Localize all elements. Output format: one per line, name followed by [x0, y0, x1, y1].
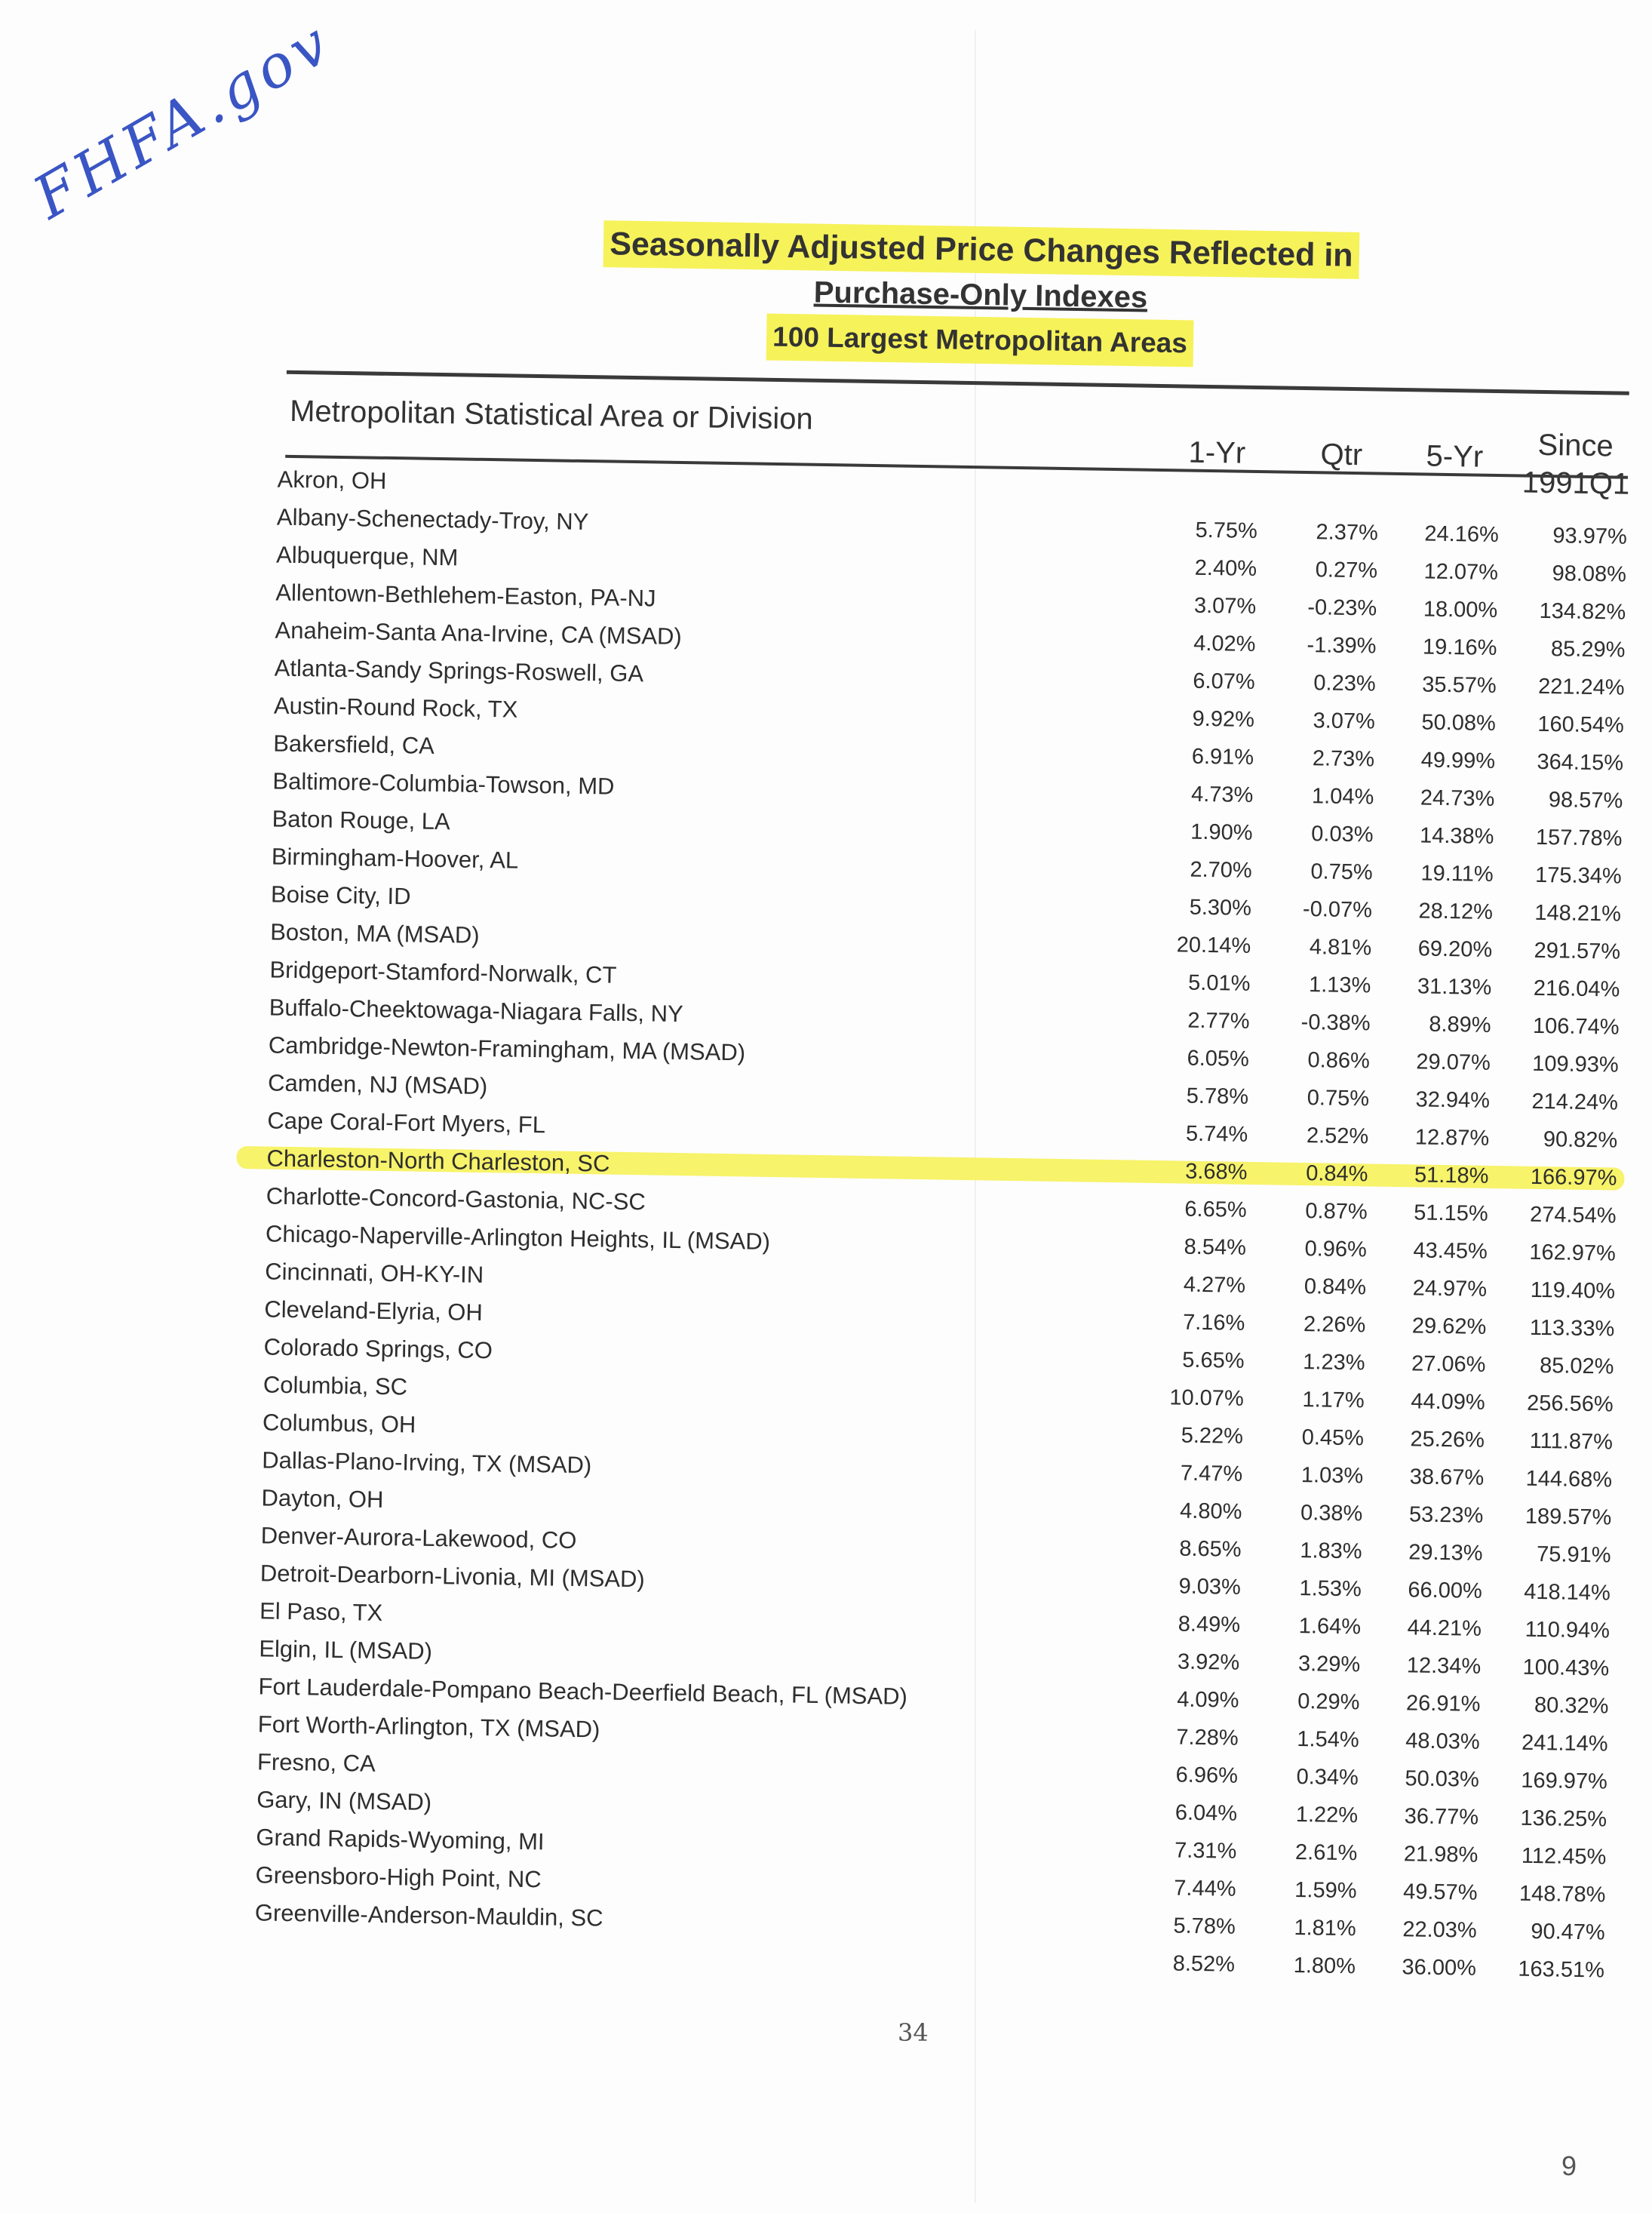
cell-since-1991q1: 85.29% [1550, 637, 1626, 662]
table-row-area-name: Cape Coral-Fort Myers, FL [267, 1107, 546, 1139]
table-row-area-name: Boston, MA (MSAD) [270, 918, 480, 948]
cell-qtr: 0.84% [1303, 1274, 1367, 1300]
cell-1yr: 9.92% [1192, 706, 1255, 732]
cell-qtr: 1.13% [1308, 973, 1371, 998]
cell-qtr: 3.29% [1297, 1652, 1361, 1677]
cell-since-1991q1: 274.54% [1529, 1202, 1617, 1228]
cell-1yr: 5.78% [1173, 1913, 1236, 1939]
cell-5yr: 49.99% [1420, 748, 1496, 774]
cell-1yr: 7.28% [1176, 1725, 1239, 1750]
cell-qtr: 3.07% [1313, 708, 1376, 734]
table-row-area-name: Bakersfield, CA [272, 730, 435, 759]
cell-5yr: 14.38% [1419, 823, 1494, 849]
cell-since-1991q1: 216.04% [1533, 976, 1620, 1002]
cell-since-1991q1: 241.14% [1521, 1730, 1608, 1757]
column-header-qtr: Qtr [1320, 438, 1363, 472]
cell-since-1991q1: 110.94% [1525, 1617, 1611, 1643]
table-row-area-name: Akron, OH [277, 466, 387, 494]
cell-qtr: 0.87% [1305, 1199, 1368, 1225]
table-row-area-name: Fort Lauderdale-Pompano Beach-Deerfield Beach, FL (MSAD) [258, 1673, 908, 1710]
table-row-area-name: Allentown-Bethlehem-Easton, PA-NJ [275, 579, 656, 612]
price-change-table [249, 370, 1630, 1983]
table-row-area-name: Charlotte-Concord-Gastonia, NC-SC [266, 1182, 646, 1216]
cell-1yr: 8.54% [1184, 1234, 1247, 1260]
cell-1yr: 5.74% [1185, 1121, 1248, 1147]
cell-5yr: 31.13% [1417, 974, 1492, 1000]
page-number: 34 [898, 2018, 929, 2047]
table-row-area-name: Cleveland-Elyria, OH [264, 1296, 484, 1326]
cell-5yr: 24.73% [1420, 785, 1495, 812]
cell-1yr: 20.14% [1176, 933, 1251, 958]
cell-1yr: 6.04% [1175, 1800, 1238, 1826]
cell-qtr: 0.45% [1301, 1425, 1365, 1451]
cell-5yr: 36.00% [1402, 1955, 1477, 1981]
cell-qtr: 1.17% [1302, 1388, 1365, 1413]
cell-qtr: 0.38% [1300, 1501, 1363, 1526]
table-row-area-name: Colorado Springs, CO [263, 1333, 493, 1364]
table-row-area-name: Fresno, CA [256, 1748, 376, 1777]
cell-5yr: 69.20% [1417, 936, 1493, 962]
cell-1yr: 7.16% [1182, 1310, 1245, 1335]
cell-since-1991q1: 106.74% [1532, 1013, 1620, 1040]
table-row-area-name: Dallas-Plano-Irving, TX (MSAD) [262, 1446, 592, 1479]
cell-1yr: 4.73% [1190, 782, 1254, 807]
cell-5yr: 21.98% [1403, 1842, 1479, 1867]
cell-1yr: 3.68% [1184, 1159, 1248, 1185]
cell-5yr: 35.57% [1422, 672, 1497, 699]
cell-since-1991q1: 166.97% [1530, 1164, 1617, 1191]
cell-qtr: 0.86% [1307, 1048, 1371, 1074]
cell-since-1991q1: 157.78% [1535, 825, 1623, 851]
cell-since-1991q1: 109.93% [1532, 1051, 1619, 1077]
table-row-area-name: Columbus, OH [262, 1409, 416, 1438]
cell-5yr: 50.03% [1405, 1766, 1480, 1792]
table-row-area-name: Fort Worth-Arlington, TX (MSAD) [257, 1710, 600, 1743]
cell-1yr: 8.52% [1172, 1951, 1236, 1977]
cell-since-1991q1: 136.25% [1520, 1806, 1607, 1832]
table-row-area-name: Albany-Schenectady-Troy, NY [276, 503, 589, 536]
cell-1yr: 8.49% [1178, 1612, 1241, 1637]
cell-qtr: 2.73% [1312, 746, 1375, 772]
cell-1yr: 2.77% [1187, 1008, 1250, 1034]
cell-5yr: 44.09% [1411, 1389, 1485, 1415]
cell-qtr: 1.54% [1297, 1727, 1359, 1753]
cell-qtr: -0.38% [1300, 1010, 1371, 1036]
title-line-2-text: Purchase-Only Indexes [813, 275, 1148, 315]
cell-qtr: 0.23% [1313, 671, 1376, 696]
cell-5yr: 53.23% [1408, 1502, 1484, 1528]
cell-qtr: 1.81% [1294, 1916, 1356, 1941]
cell-since-1991q1: 364.15% [1537, 749, 1624, 776]
table-row-area-name: Gary, IN (MSAD) [256, 1786, 432, 1816]
cell-1yr: 5.30% [1189, 895, 1252, 921]
cell-qtr: 0.34% [1296, 1765, 1359, 1790]
cell-5yr: 29.13% [1408, 1540, 1483, 1566]
cell-since-1991q1: 148.21% [1534, 900, 1622, 927]
cell-5yr: 8.89% [1429, 1012, 1491, 1037]
cell-since-1991q1: 112.45% [1521, 1843, 1607, 1870]
cell-5yr: 12.34% [1406, 1653, 1482, 1679]
cell-5yr: 44.21% [1407, 1615, 1482, 1641]
cell-1yr: 2.70% [1190, 857, 1252, 883]
cell-5yr: 50.08% [1421, 710, 1497, 736]
cell-qtr: -0.07% [1302, 897, 1373, 923]
table-top-rule [287, 370, 1629, 395]
table-row-area-name: Baltimore-Columbia-Towson, MD [272, 767, 615, 800]
cell-1yr: 9.03% [1178, 1574, 1242, 1600]
cell-since-1991q1: 98.08% [1552, 561, 1627, 587]
cell-5yr: 24.16% [1424, 521, 1500, 548]
cell-5yr: 19.16% [1422, 635, 1497, 661]
table-row-area-name: Birmingham-Hoover, AL [271, 843, 519, 874]
sheet-number: 9 [1561, 2150, 1577, 2181]
cell-5yr: 25.26% [1410, 1427, 1485, 1452]
cell-qtr: 2.52% [1306, 1123, 1369, 1149]
value-columns [1122, 511, 1628, 1990]
cell-5yr: 24.97% [1412, 1276, 1488, 1302]
cell-1yr: 1.90% [1190, 819, 1253, 845]
cell-1yr: 10.07% [1169, 1385, 1244, 1411]
cell-1yr: 8.65% [1179, 1536, 1242, 1562]
table-row-area-name: El Paso, TX [259, 1597, 383, 1626]
cell-since-1991q1: 175.34% [1534, 862, 1622, 889]
cell-since-1991q1: 418.14% [1524, 1579, 1611, 1606]
cell-since-1991q1: 256.56% [1526, 1391, 1614, 1417]
cell-5yr: 22.03% [1402, 1917, 1477, 1943]
cell-qtr: 0.29% [1297, 1689, 1360, 1715]
table-row-area-name: Columbia, SC [263, 1371, 408, 1400]
cell-1yr: 4.27% [1183, 1272, 1246, 1298]
table-row-area-name: Greensboro-High Point, NC [255, 1861, 542, 1893]
table-row-area-name: Greenville-Anderson-Mauldin, SC [254, 1899, 603, 1932]
cell-since-1991q1: 85.02% [1539, 1354, 1614, 1379]
cell-since-1991q1: 189.57% [1525, 1504, 1612, 1530]
cell-5yr: 12.87% [1414, 1125, 1490, 1151]
cell-1yr: 5.01% [1187, 970, 1251, 996]
table-row-area-name: Anaheim-Santa Ana-Irvine, CA (MSAD) [275, 616, 683, 650]
cell-since-1991q1: 163.51% [1518, 1956, 1605, 1983]
cell-1yr: 7.31% [1174, 1838, 1237, 1864]
cell-5yr: 48.03% [1405, 1729, 1480, 1754]
table-row-area-name: Camden, NJ (MSAD) [267, 1069, 488, 1100]
cell-1yr: 4.02% [1193, 631, 1256, 657]
cell-qtr: 1.53% [1299, 1576, 1362, 1602]
cell-qtr: 0.03% [1311, 822, 1374, 847]
title-line-3: 100 Largest Metropolitan Areas [766, 314, 1194, 367]
cell-qtr: 1.64% [1298, 1614, 1362, 1640]
cell-since-1991q1: 111.87% [1529, 1428, 1614, 1455]
cell-5yr: 36.77% [1404, 1804, 1479, 1830]
cell-qtr: 1.04% [1311, 784, 1374, 810]
cell-qtr: -0.23% [1307, 595, 1377, 621]
cell-qtr: 0.75% [1310, 859, 1373, 885]
cell-1yr: 5.22% [1181, 1423, 1244, 1449]
table-row-area-name: Cambridge-Newton-Framingham, MA (MSAD) [268, 1031, 746, 1066]
cell-1yr: 5.75% [1195, 518, 1258, 544]
cell-qtr: 2.26% [1303, 1312, 1366, 1338]
cell-1yr: 3.07% [1193, 593, 1257, 619]
cell-5yr: 27.06% [1411, 1351, 1486, 1377]
title-line-2 [813, 271, 1147, 320]
cell-since-1991q1: 93.97% [1552, 524, 1627, 549]
cell-qtr: 0.96% [1304, 1237, 1368, 1262]
cell-qtr: 4.81% [1309, 935, 1372, 961]
cell-5yr: 12.07% [1423, 559, 1499, 586]
cell-5yr: 38.67% [1409, 1465, 1485, 1490]
table-row-area-name: Austin-Round Rock, TX [273, 692, 518, 723]
column-header-1yr: 1-Yr [1188, 435, 1246, 470]
cell-5yr: 51.15% [1414, 1200, 1488, 1226]
column-header-5yr: 5-Yr [1426, 439, 1484, 474]
table-row-area-name: Chicago-Naperville-Arlington Heights, IL (MSAD) [265, 1220, 771, 1255]
table-row-area-name: Denver-Aurora-Lakewood, CO [260, 1522, 577, 1554]
table-row-area-name: Atlanta-Sandy Springs-Roswell, GA [274, 654, 644, 687]
cell-since-1991q1: 98.57% [1548, 788, 1623, 813]
cell-since-1991q1: 162.97% [1529, 1240, 1617, 1266]
cell-5yr: 29.07% [1416, 1050, 1491, 1075]
table-row-values [1122, 1944, 1605, 1989]
area-name-column [254, 461, 1182, 1947]
cell-1yr: 6.96% [1175, 1763, 1239, 1788]
cell-qtr: 0.84% [1305, 1161, 1368, 1187]
cell-1yr: 2.40% [1194, 555, 1257, 582]
title-line-1: Seasonally Adjusted Price Changes Reflected in [603, 220, 1359, 279]
cell-1yr: 6.05% [1187, 1046, 1250, 1071]
cell-qtr: 1.59% [1294, 1878, 1357, 1904]
cell-5yr: 28.12% [1418, 899, 1494, 924]
table-row-area-name: Grand Rapids-Wyoming, MI [256, 1824, 545, 1855]
cell-since-1991q1: 90.82% [1543, 1127, 1618, 1153]
cell-1yr: 4.80% [1179, 1498, 1242, 1524]
cell-qtr: 1.03% [1300, 1463, 1364, 1489]
cell-since-1991q1: 134.82% [1539, 598, 1626, 625]
table-row-area-name: Elgin, IL (MSAD) [259, 1635, 433, 1665]
cell-since-1991q1: 144.68% [1525, 1466, 1613, 1492]
table-row-area-name: Boise City, ID [270, 881, 411, 910]
cell-since-1991q1: 169.97% [1521, 1768, 1608, 1794]
table-row-area-name: Cincinnati, OH-KY-IN [264, 1258, 484, 1289]
cell-since-1991q1: 148.78% [1518, 1881, 1606, 1907]
cell-since-1991q1: 291.57% [1534, 938, 1621, 964]
cell-qtr: 2.37% [1316, 520, 1379, 546]
cell-1yr: 7.44% [1174, 1876, 1236, 1901]
cell-since-1991q1: 100.43% [1522, 1655, 1610, 1681]
cell-5yr: 43.45% [1413, 1238, 1488, 1264]
cell-since-1991q1: 221.24% [1537, 674, 1625, 700]
cell-since-1991q1: 119.40% [1530, 1277, 1616, 1304]
cell-1yr: 4.09% [1176, 1687, 1239, 1713]
cell-qtr: 1.80% [1293, 1953, 1356, 1979]
handwritten-annotation: FHFA.gov [23, 8, 344, 232]
table-row-area-name: Baton Rouge, LA [272, 805, 451, 835]
cell-since-1991q1: 80.32% [1534, 1692, 1609, 1719]
cell-5yr: 18.00% [1423, 597, 1498, 623]
title-block [527, 220, 1435, 371]
cell-qtr: 2.61% [1294, 1840, 1358, 1866]
table-row-area-name: Albuquerque, NM [275, 541, 459, 571]
cell-qtr: 1.23% [1303, 1350, 1365, 1375]
table-row-area-name: Detroit-Dearborn-Livonia, MI (MSAD) [259, 1560, 646, 1593]
cell-qtr: 0.27% [1315, 558, 1378, 583]
cell-since-1991q1: 214.24% [1531, 1089, 1619, 1115]
cell-1yr: 6.07% [1193, 669, 1255, 694]
cell-since-1991q1: 160.54% [1537, 712, 1625, 738]
cell-qtr: -1.39% [1307, 633, 1377, 659]
table-row-area-name: Dayton, OH [261, 1484, 384, 1513]
cell-1yr: 7.47% [1180, 1461, 1243, 1486]
cell-qtr: 0.75% [1307, 1086, 1370, 1111]
cell-5yr: 29.62% [1411, 1314, 1487, 1339]
cell-qtr: 1.22% [1295, 1803, 1359, 1828]
cell-1yr: 6.65% [1184, 1197, 1247, 1222]
cell-1yr: 5.78% [1186, 1083, 1249, 1109]
cell-1yr: 5.65% [1182, 1348, 1245, 1373]
column-header-area: Metropolitan Statistical Area or Division [289, 394, 814, 436]
table-row-area-name: Buffalo-Cheektowaga-Niagara Falls, NY [269, 994, 684, 1028]
cell-5yr: 51.18% [1414, 1163, 1489, 1188]
column-header-since-1991q1: Since 1991Q1 [1521, 428, 1630, 501]
cell-1yr: 6.91% [1191, 744, 1254, 770]
table-row-area-name: Charleston-North Charleston, SC [266, 1145, 610, 1177]
cell-5yr: 26.91% [1405, 1691, 1481, 1717]
cell-since-1991q1: 113.33% [1529, 1315, 1615, 1342]
cell-since-1991q1: 90.47% [1531, 1919, 1605, 1945]
table-row-area-name: Bridgeport-Stamford-Norwalk, CT [269, 956, 617, 988]
cell-qtr: 1.83% [1300, 1538, 1362, 1564]
cell-5yr: 32.94% [1415, 1087, 1491, 1113]
cell-5yr: 66.00% [1408, 1578, 1483, 1603]
cell-1yr: 3.92% [1177, 1649, 1240, 1675]
cell-5yr: 19.11% [1420, 861, 1494, 887]
cell-5yr: 49.57% [1402, 1880, 1478, 1905]
cell-since-1991q1: 75.91% [1536, 1542, 1611, 1568]
